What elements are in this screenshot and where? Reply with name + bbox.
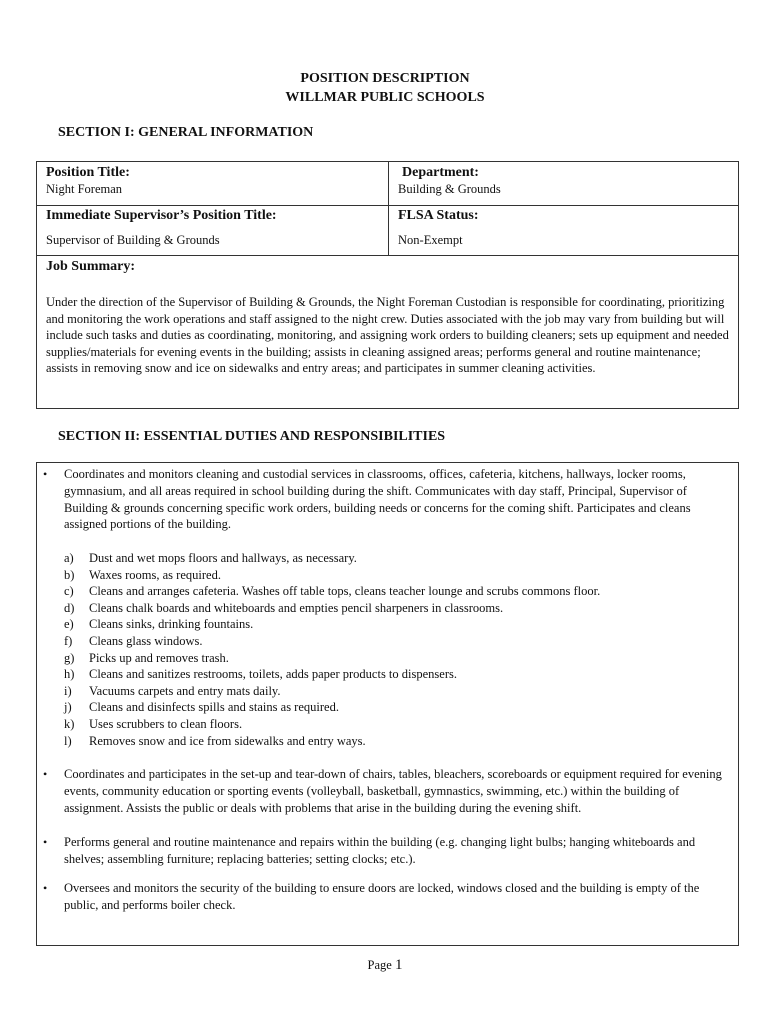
subtask-letter: d)	[64, 600, 75, 615]
supervisor-label: Immediate Supervisor’s Position Title:	[46, 208, 277, 223]
subtask-text: Cleans sinks, drinking fountains.	[89, 617, 254, 632]
page-footer	[0, 957, 770, 974]
subtask-text: Cleans chalk boards and whiteboards and empties pencil sharpeners in classrooms.	[89, 600, 504, 615]
subtask-letter: a)	[64, 551, 74, 565]
bullet-icon: •	[43, 467, 48, 481]
subtask-text: Cleans glass windows.	[89, 633, 203, 648]
row-divider	[37, 205, 738, 206]
bullet-icon: •	[43, 835, 48, 849]
section-1-heading: SECTION I: GENERAL INFORMATION	[58, 125, 314, 140]
subtask-letter: g)	[64, 650, 75, 665]
subtask-item	[64, 733, 704, 750]
subtask-letter: k)	[64, 716, 75, 731]
supervisor-value: Supervisor of Building & Grounds	[46, 233, 220, 247]
subtask-text: Cleans and sanitizes restrooms, toilets, adds paper products to dispensers.	[89, 667, 457, 682]
section-2-heading: SECTION II: ESSENTIAL DUTIES AND RESPONSIBILITIES	[58, 429, 446, 444]
subtask-item	[64, 666, 704, 683]
job-summary-text: Under the direction of the Supervisor of Building & Grounds, the Night Foreman Custodian is responsible for coordinating, prioritizing and monitoring the work operations and staff assigned to the night crew. Duties associated with the job may vary from building but will include such tasks and duties as coordinating, monitoring, and assigning work orders to building cleaners; sets up equipment and needed supplies/materials for evening events in the building; assists in cleaning assigned areas; performs general and routine maintenance; assists in removing snow and ice on sidewalks and entry areas; and participates in summer cleaning activities.	[46, 295, 729, 376]
subtask-letter: b)	[64, 567, 75, 582]
subtask-item	[64, 633, 704, 650]
bullet-icon: •	[43, 767, 48, 781]
duty-text: Oversees and monitors the security of the building to ensure doors are locked, windows closed and the building is empty of the public, and performs boiler check.	[64, 881, 700, 912]
subtask-text: Uses scrubbers to clean floors.	[89, 716, 243, 731]
column-divider	[388, 162, 389, 255]
position-title-label: Position Title:	[46, 165, 130, 180]
subtask-letter: e)	[64, 617, 74, 632]
position-title-value: Night Foreman	[46, 182, 123, 196]
flsa-status-value: Non-Exempt	[398, 233, 463, 247]
subtask-item	[64, 583, 704, 600]
flsa-status-label: FLSA Status:	[398, 208, 479, 223]
department-value: Building & Grounds	[398, 182, 501, 196]
subtask-item	[64, 716, 704, 733]
bullet-icon: •	[43, 881, 48, 895]
page-number: 1	[394, 957, 403, 973]
subtask-list	[64, 550, 704, 749]
subtask-text: Waxes rooms, as required.	[89, 567, 221, 582]
duty-text: Performs general and routine maintenance and repairs within the building (e.g. changing light bulbs; hanging whiteboards and shelves; assembling furniture; replacing batteries; setting clocks; etc.).	[64, 835, 696, 866]
subtask-item	[64, 650, 704, 667]
subtask-text: Cleans and arranges cafeteria. Washes off table tops, cleans teacher lounge and scrubs commons floor.	[89, 584, 601, 599]
subtask-letter: l)	[64, 733, 72, 748]
subtask-text: Vacuums carpets and entry mats daily.	[89, 683, 281, 698]
subtask-text: Removes snow and ice from sidewalks and entry ways.	[89, 733, 366, 748]
row-divider	[37, 255, 738, 256]
subtask-item	[64, 699, 704, 716]
subtask-item	[64, 616, 704, 633]
subtask-item	[64, 567, 704, 584]
subtask-letter: f)	[64, 633, 73, 648]
duty-text: Coordinates and participates in the set-up and tear-down of chairs, tables, bleachers, scoreboards or equipment required for evening events, community education or sporting events (volleyball, basketball, gymnastics, swimming, etc.) within the building of assignment. Assists the public or deals with problems that arise in the building during the evening shift.	[64, 767, 722, 815]
job-summary-label: Job Summary:	[46, 259, 136, 274]
document-title: POSITION DESCRIPTION	[300, 71, 470, 86]
subtask-text: Cleans and disinfects spills and stains as required.	[89, 700, 339, 715]
subtask-letter: j)	[64, 700, 72, 715]
duty-text: Coordinates and monitors cleaning and custodial services in classrooms, offices, cafeteria, kitchens, hallways, locker rooms, gymnasium, and all areas required in school building during the shift. Communicates with day staff, Principal, Supervisor of Building & grounds concerning specific work orders, building needs or concerns for the coming shift. Participates and cleans assigned portions of the building.	[64, 467, 691, 532]
subtask-text: Picks up and removes trash.	[89, 650, 229, 665]
page-label: Page	[367, 958, 392, 972]
subtask-letter: c)	[64, 584, 74, 599]
subtask-item	[64, 683, 704, 700]
general-information-table	[36, 161, 739, 409]
duties-box	[36, 462, 739, 946]
organization-name: WILLMAR PUBLIC SCHOOLS	[285, 90, 485, 105]
subtask-letter: h)	[64, 667, 75, 682]
subtask-item	[64, 600, 704, 617]
subtask-letter: i)	[64, 683, 72, 698]
subtask-item	[64, 550, 704, 567]
subtask-text: Dust and wet mops floors and hallways, as necessary.	[89, 551, 357, 565]
department-label: Department:	[402, 165, 479, 180]
